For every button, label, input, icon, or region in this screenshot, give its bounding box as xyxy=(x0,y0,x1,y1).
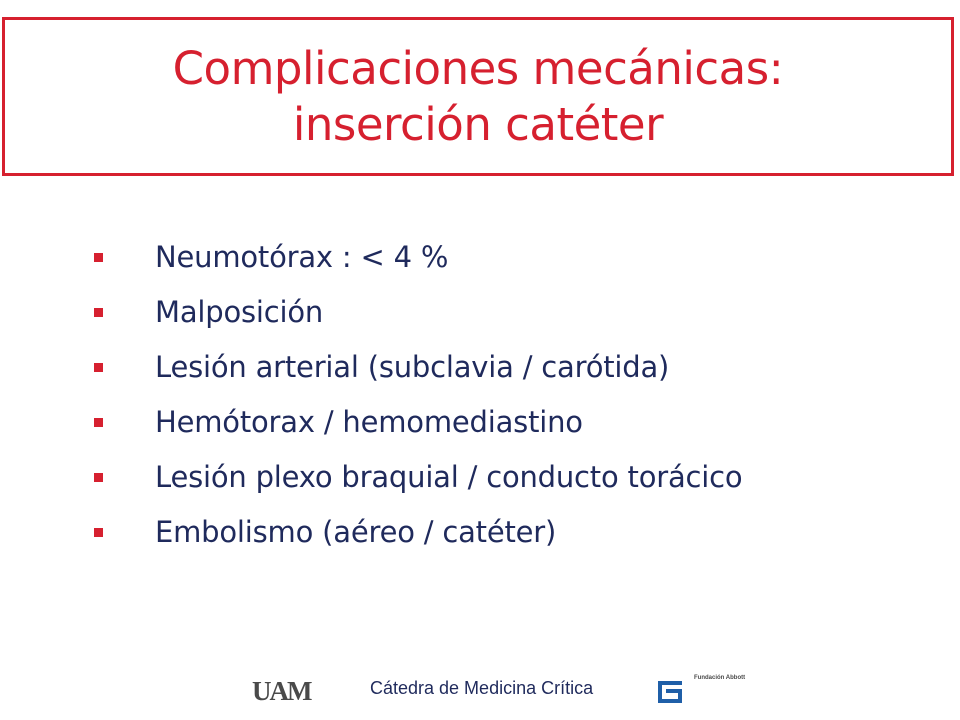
list-item xyxy=(0,346,960,401)
slide-title-box xyxy=(2,17,954,176)
list-item xyxy=(0,456,960,511)
list-item xyxy=(0,511,960,566)
bullet-text: Neumotórax : < 4 % xyxy=(155,240,449,274)
slide-title-line-2: inserción catéter xyxy=(292,97,664,151)
abbott-label: Fundación Abbott xyxy=(694,675,746,681)
square-bullet-icon xyxy=(94,253,103,262)
bullet-text: Malposición xyxy=(155,295,324,329)
square-bullet-icon xyxy=(94,473,103,482)
square-bullet-icon xyxy=(94,363,103,372)
square-bullet-icon xyxy=(94,528,103,537)
footer-caption: Cátedra de Medicina Crítica xyxy=(370,678,594,698)
bullet-text: Lesión plexo braquial / conducto torácico xyxy=(155,460,743,494)
slide-title-line-1: Complicaciones mecánicas: xyxy=(172,41,784,95)
list-item xyxy=(0,236,960,291)
bullet-text: Hemótorax / hemomediastino xyxy=(155,405,583,439)
bullet-list xyxy=(0,236,960,566)
square-bullet-icon xyxy=(94,308,103,317)
list-item xyxy=(0,401,960,456)
bullet-text: Lesión arterial (subclavia / carótida) xyxy=(155,350,670,384)
abbott-logo-icon xyxy=(657,679,683,705)
bullet-text: Embolismo (aéreo / catéter) xyxy=(155,515,557,549)
uam-logo: UAM xyxy=(252,676,311,706)
square-bullet-icon xyxy=(94,418,103,427)
list-item xyxy=(0,291,960,346)
slide-footer xyxy=(0,664,960,714)
